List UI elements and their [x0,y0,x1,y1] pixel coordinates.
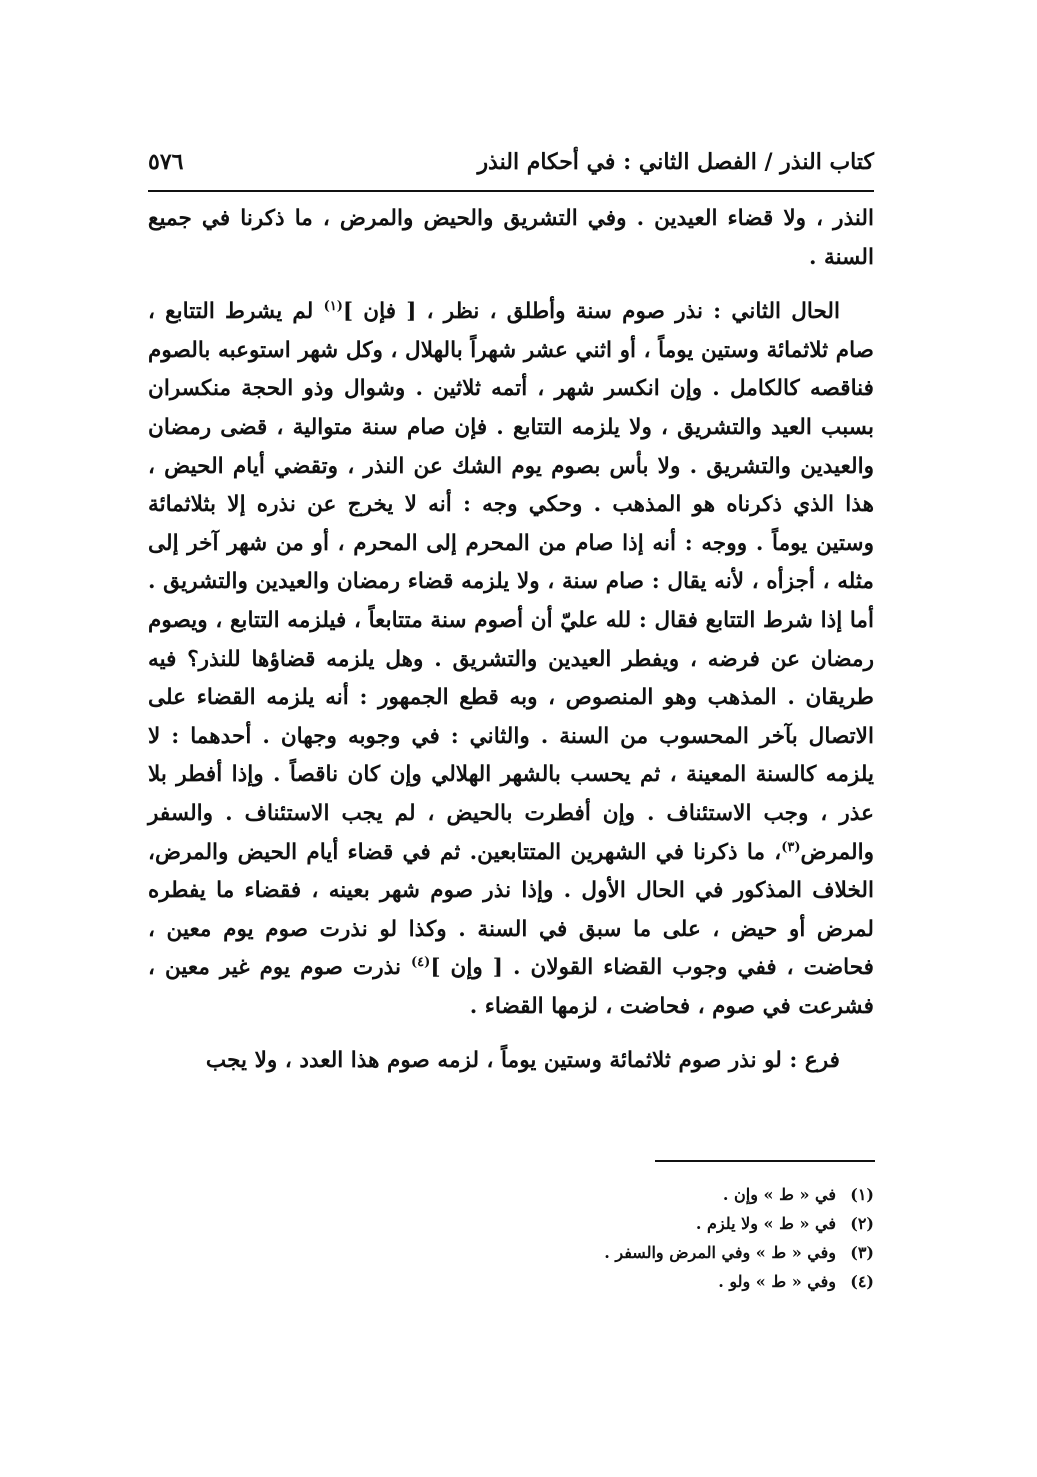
footnote-ref-3[interactable]: (٣) [781,839,801,855]
page-header [148,140,874,184]
footnote-item [148,1238,874,1267]
paragraph-text: : نذر صوم سنة وأطلق ، نظر ، [ فإن ] [342,299,732,325]
footnote-text: وفي « ط » ولو . [718,1272,836,1291]
footnote-ref-4[interactable]: (٤) [411,955,431,971]
footnote-item [148,1209,874,1238]
footnote-rule [655,1160,875,1162]
page-number: ٥٧٦ [148,149,184,175]
footnote-text: في « ط » ولا يلزم . [695,1214,836,1233]
footnote-number: (٤) [850,1272,874,1291]
paragraph-text: ، ما ذكرنا في الشهرين المتتابعين. ثم في قضاء أيام الحيض والمرض، الخلاف المذكور في الحال الأول . وإذا نذر صوم شهر بعينه ، فقضاء ما يفطره لمرض أو حيض ، على ما سبق في السنة . وكذا لو نذرت صوم يوم معين ، فحاضت ، ففي وجوب القضاء القولان . [ وإن ] [148,839,875,981]
paragraph-branch [148,1042,874,1081]
footnote-number: (١) [850,1185,874,1204]
footnote-text: في « ط » وإن . [722,1185,836,1204]
paragraph-text: : لو نذر صوم ثلاثمائة وستين يوماً ، لزمه صوم هذا العدد ، ولا يجب [205,1048,805,1074]
branch-lead: فرع [804,1048,840,1074]
footnote-item [148,1267,874,1296]
footnote-text: وفي « ط » وفي المرض والسفر . [604,1243,836,1262]
footnote-number: (٣) [850,1243,874,1262]
footnote-number: (٢) [850,1214,874,1233]
header-rule [148,190,874,192]
paragraph-text: لم يشرط التتابع ، صام ثلاثمائة وستين يوماً ، أو اثني عشر شهراً بالهلال ، وكل شهر استوعبه بالصوم فناقصه كالكامل . وإن انكسر شهر ، أتمه ثلاثين . وشوال وذو الحجة منكسران بسبب العيد والتشريق ، ولا يلزمه التتابع . فإن صام سنة متوالية ، قضى رمضان والعيدين والتشريق . ولا بأس بصوم يوم الشك عن النذر ، وتقضي أيام الحيض ، هذا الذي ذكرناه هو المذهب . وحكي وجه : أنه لا يخرج عن نذره إلا بثلاثمائة وستين يوماً . ووجه : أنه إذا صام من المحرم إلى المحرم ، أو من شهر آخر إلى مثله ، أجزأه ، لأنه يقال : صام سنة ، ولا يلزمه قضاء رمضان والعيدين والتشريق . أما إذا شرط التتابع فقال : لله عليّ أن أصوم سنة متتابعاً ، فيلزمه التتابع ، ويصوم رمضان عن فرضه ، ويفطر العيدين والتشريق . وهل يلزمه قضاؤها للنذر؟ فيه طريقان . المذهب وهو المنصوص ، وبه قطع الجمهور : أنه يلزمه القضاء على الاتصال بآخر المحسوب من السنة . والثاني : في وجوبه وجهان . أحدهما : لا يلزمه كالسنة المعينة ، ثم يحسب بالشهر الهلالي وإن كان ناقصاً . وإذا أفطر بلا عذر ، وجب الاستئناف . وإن أفطرت بالحيض ، لم يجب الاستئناف . والسفر والمرض [148,299,874,865]
footnote-item [148,1180,874,1209]
section-lead: الحال الثاني [731,299,841,325]
footnote-ref-1[interactable]: (١) [323,299,343,314]
body-text [148,200,874,1081]
paragraph-continuation: النذر ، ولا قضاء العيدين . وفي التشريق والحيض والمرض ، ما ذكرنا في جميع السنة . [148,206,874,270]
paragraph-second-case [148,293,874,1026]
paragraph-text: نذرت صوم يوم غير معين ، فشرعت في صوم ، فحاضت ، لزمها القضاء . [148,955,874,1019]
footnotes [148,1180,874,1296]
running-title: كتاب النذر / الفصل الثاني : في أحكام النذر [477,149,874,175]
